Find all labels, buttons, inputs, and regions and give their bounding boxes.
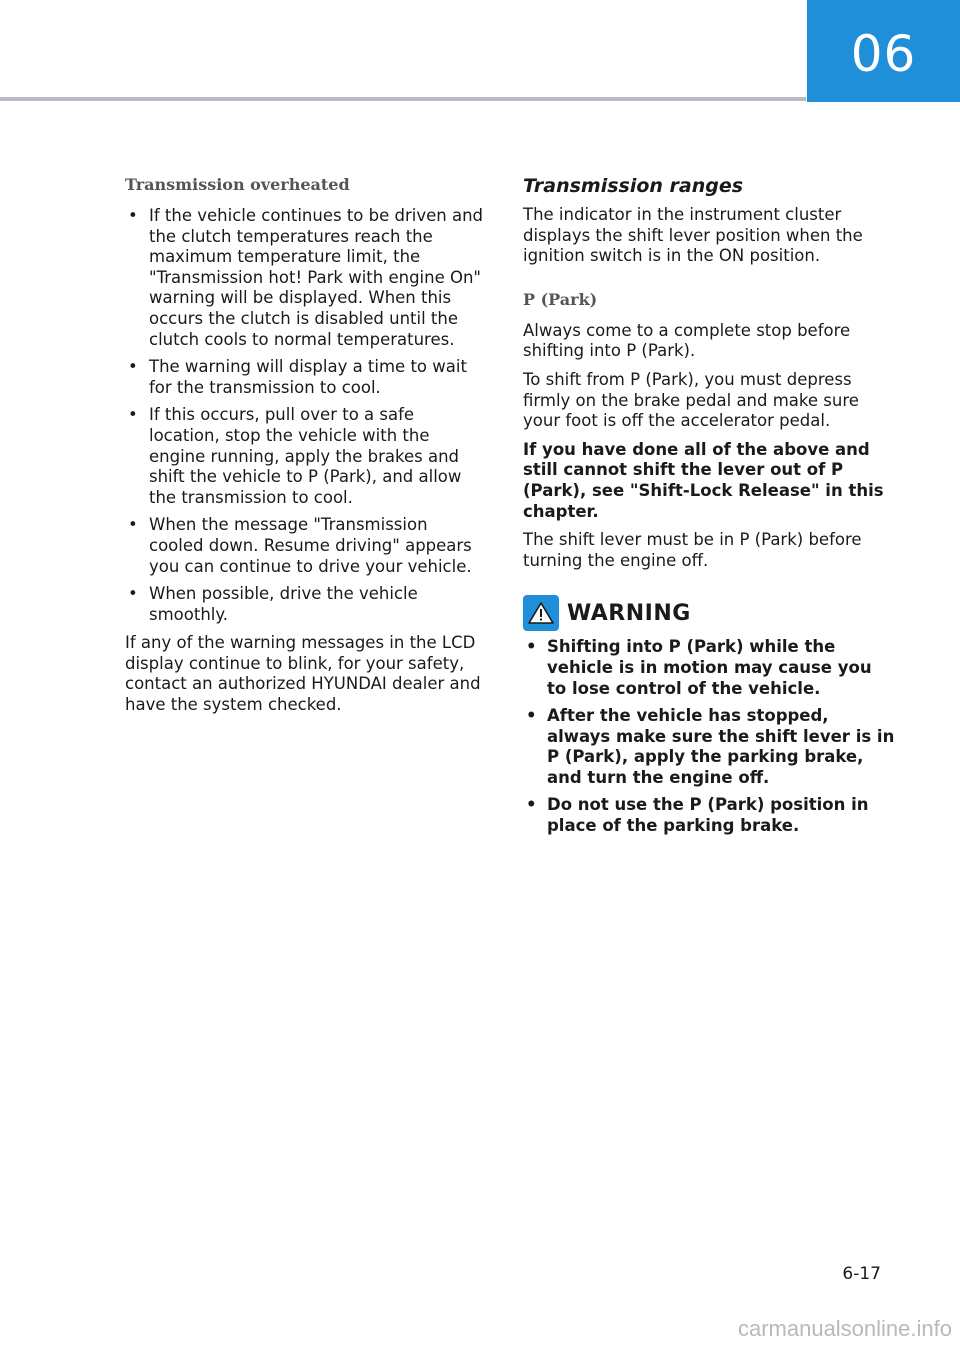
bullet-icon: • bbox=[526, 795, 537, 815]
list-item: • Do not use the P (Park) position in place of the parking brake. bbox=[526, 795, 869, 836]
closing-paragraph: If any of the warning messages in the LCD display continue to blink, for your safety, contact an authorized HYUNDAI dealer and have the system checked. bbox=[125, 633, 481, 715]
chapter-number: 06 bbox=[850, 25, 917, 83]
watermark: carmanualsonline.info bbox=[737, 1316, 952, 1341]
park-paragraph: The shift lever must be in P (Park) before turning the engine off. bbox=[523, 530, 862, 570]
list-item: • Shifting into P (Park) while the vehicle is in motion may cause you to lose control of the vehicle. bbox=[526, 637, 872, 698]
intro-paragraph: The indicator in the instrument cluster displays the shift lever position when the ignition switch is in the ON position. bbox=[523, 205, 863, 266]
bullet-icon: • bbox=[526, 706, 537, 726]
overheat-bullet-list bbox=[125, 206, 487, 625]
list-item: • When the message "Transmission cooled down. Resume driving" appears you can continue to drive your vehicle. bbox=[128, 515, 472, 576]
bullet-icon: • bbox=[128, 515, 138, 535]
bullet-icon: • bbox=[526, 637, 537, 657]
park-subheading: P (Park) bbox=[523, 289, 598, 309]
warning-triangle-icon bbox=[523, 595, 559, 631]
chapter-tab bbox=[807, 0, 960, 102]
bullet-icon: • bbox=[128, 357, 138, 377]
header-rule bbox=[0, 97, 806, 101]
section-heading: Transmission ranges bbox=[523, 175, 744, 197]
section-subheading: Transmission overheated bbox=[125, 175, 350, 194]
left-column bbox=[125, 174, 487, 724]
warning-title: WARNING bbox=[567, 600, 691, 626]
bullet-icon: • bbox=[128, 405, 138, 425]
list-item: • If the vehicle continues to be driven and the clutch temperatures reach the maximum temperature limit, the "Transmission hot! Park with engine On" warning will be displayed. When this occurs the clutch is disabled until the clutch cools to normal temperatures. bbox=[128, 206, 484, 349]
right-column bbox=[523, 174, 895, 845]
park-paragraph: Always come to a complete stop before shifting into P (Park). bbox=[523, 320, 851, 361]
park-paragraph: To shift from P (Park), you must depress firmly on the brake pedal and make sure your foot is off the accelerator pedal. bbox=[523, 369, 859, 431]
warning-list bbox=[523, 637, 895, 836]
warning-header bbox=[523, 595, 895, 631]
park-note: If you have done all of the above and still cannot shift the lever out of P (Park), see "Shift-Lock Release" in this chapter. bbox=[523, 439, 884, 521]
list-item: • After the vehicle has stopped, always make sure the shift lever is in P (Park), apply the parking brake, and turn the engine off. bbox=[526, 706, 895, 787]
bullet-icon: • bbox=[128, 584, 138, 604]
list-item: • When possible, drive the vehicle smoothly. bbox=[128, 584, 418, 624]
page-number: 6-17 bbox=[842, 1264, 881, 1284]
list-item: • If this occurs, pull over to a safe location, stop the vehicle with the engine running, apply the brakes and shift the vehicle to P (Park), and allow the transmission to cool. bbox=[128, 405, 462, 507]
list-item: • The warning will display a time to wait for the transmission to cool. bbox=[128, 357, 467, 397]
bullet-icon: • bbox=[128, 206, 138, 225]
